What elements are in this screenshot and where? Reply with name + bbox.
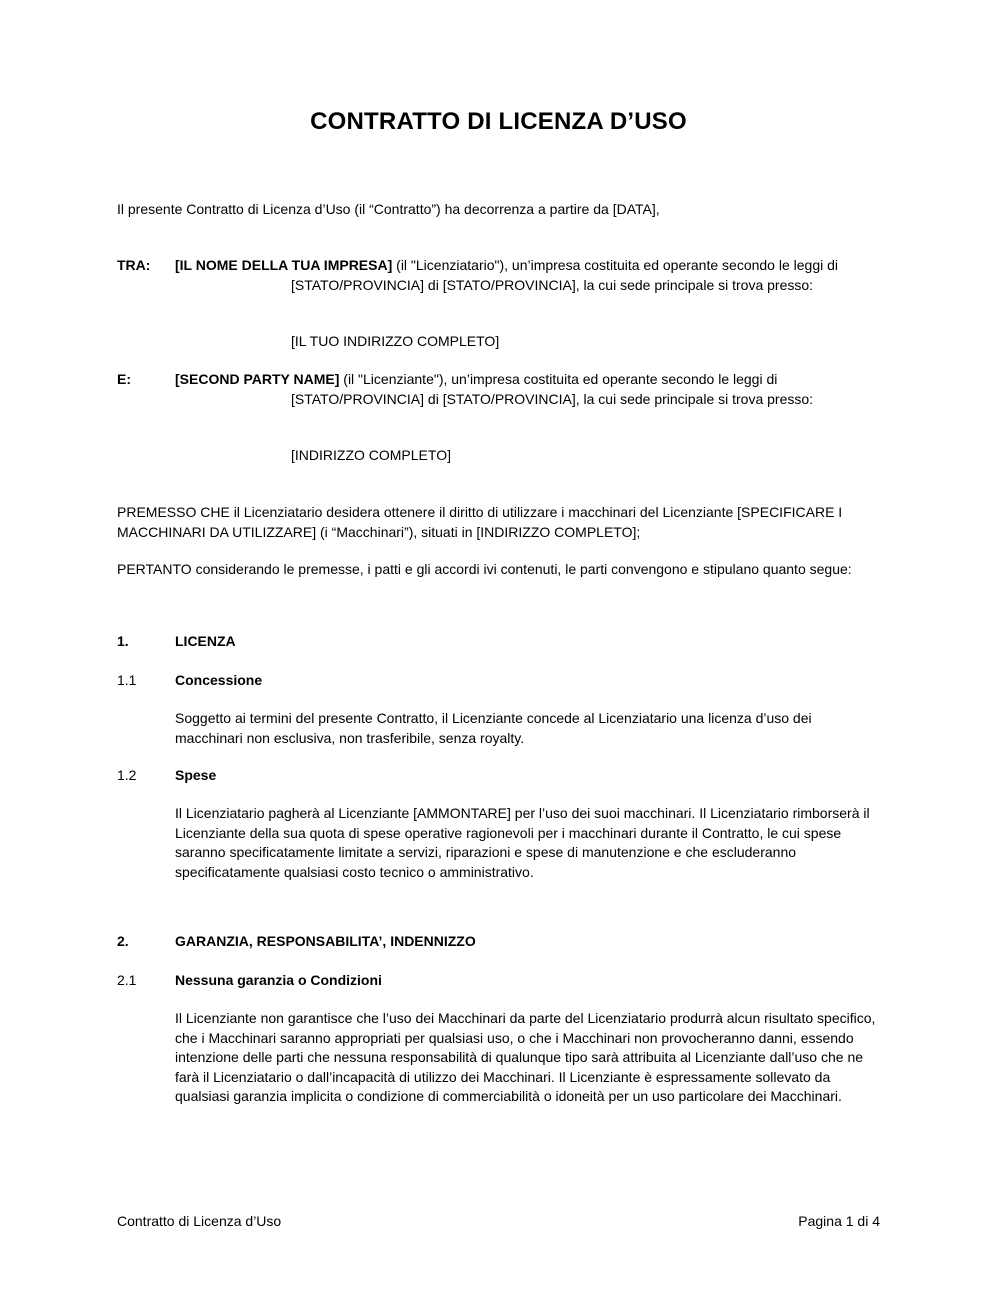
section-2-heading [117, 932, 880, 952]
section-2-1-title: Nessuna garanzia o Condizioni [175, 972, 382, 988]
intro-paragraph: Il presente Contratto di Licenza d’Uso (il “Contratto”) ha decorrenza a partire da [DATA], [117, 201, 660, 217]
party-label-e: E: [117, 371, 131, 387]
recital-premesso: PREMESSO CHE il Licenziatario desidera ottenere il diritto di utilizzare i macchinari del Licenziante [SPECIFICARE I MACCHINARI DA UTILIZZARE] (i “Macchinari”), situati in [INDIRIZZO COMPLETO]; [117, 504, 843, 540]
section-1-2-body: Il Licenziatario pagherà al Licenziante [AMMONTARE] per l’uso dei suoi macchinari. Il Licenziatario rimborserà il Licenziante della sua quota di spese operative ragionevoli per i macchinari durante il Contratto, le cui spese saranno specificatamente limitate a servizi, riparazioni e spese di manutenzione e che escluderanno specificatamente qualsiasi costo tecnico o amministrativo. [175, 805, 870, 880]
recital-pertanto: PERTANTO considerando le premesse, i patti e gli accordi ivi contenuti, le parti convengono e stipulano quanto segue: [117, 561, 852, 577]
party-address-placeholder: [IL TUO INDIRIZZO COMPLETO] [291, 333, 500, 349]
footer-page-number: Pagina 1 di 4 [798, 1213, 880, 1229]
section-1-1-body: Soggetto ai termini del presente Contratto, il Licenziante concede al Licenziatario una licenza d’uso dei macchinari non esclusiva, non trasferibile, senza royalty. [175, 710, 812, 746]
section-1-title: LICENZA [175, 633, 236, 649]
section-1-2-heading [117, 766, 880, 786]
document-title: CONTRATTO DI LICENZA D’USO [310, 108, 687, 135]
party-name-placeholder: [SECOND PARTY NAME] [175, 371, 340, 387]
section-1-heading [117, 632, 880, 652]
section-2-1-heading [117, 971, 880, 991]
section-1-2-title: Spese [175, 767, 217, 783]
party-address-placeholder: [INDIRIZZO COMPLETO] [291, 447, 451, 463]
section-2-title: GARANZIA, RESPONSABILITA’, INDENNIZZO [175, 933, 476, 949]
page-footer [117, 1212, 880, 1232]
section-2-number: 2. [117, 933, 129, 949]
party-clause-tra [117, 256, 880, 295]
footer-document-name: Contratto di Licenza d’Uso [117, 1213, 282, 1229]
party-description: (il "Licenziante"), un’impresa costituita ed operante secondo le leggi di [STATO/PROVINCIA] di [STATO/PROVINCIA], la cui sede principale si trova presso: [291, 371, 814, 407]
party-clause-e [117, 370, 880, 409]
section-1-number: 1. [117, 633, 129, 649]
section-2-1-number: 2.1 [117, 972, 137, 988]
section-2-1-body: Il Licenziante non garantisce che l’uso dei Macchinari da parte del Licenziatario produrrà alcun risultato specifico, che i Macchinari saranno appropriati per qualsiasi uso, o che i Macchinari non provocheranno danni, essendo intenzione delle parti che nessuna responsabilità di qualunque tipo sarà attribuita al Licenziante dall’uso che ne farà il Licenziatario o dall’incapacità di utilizzo dei Macchinari. Il Licenziante è espressamente sollevato da qualsiasi garanzia implicita o condizione di commerciabilità o idoneità per un uso particolare dei Macchinari. [175, 1010, 876, 1104]
section-1-2-number: 1.2 [117, 767, 137, 783]
party-description: (il "Licenziatario"), un’impresa costituita ed operante secondo le leggi di [STATO/PROVINCIA] di [STATO/PROVINCIA], la cui sede principale si trova presso: [291, 257, 839, 293]
section-1-1-heading [117, 671, 880, 691]
party-name-placeholder: [IL NOME DELLA TUA IMPRESA] [175, 257, 393, 273]
section-1-1-title: Concessione [175, 672, 263, 688]
section-1-1-number: 1.1 [117, 672, 137, 688]
party-label-tra: TRA: [117, 257, 151, 273]
